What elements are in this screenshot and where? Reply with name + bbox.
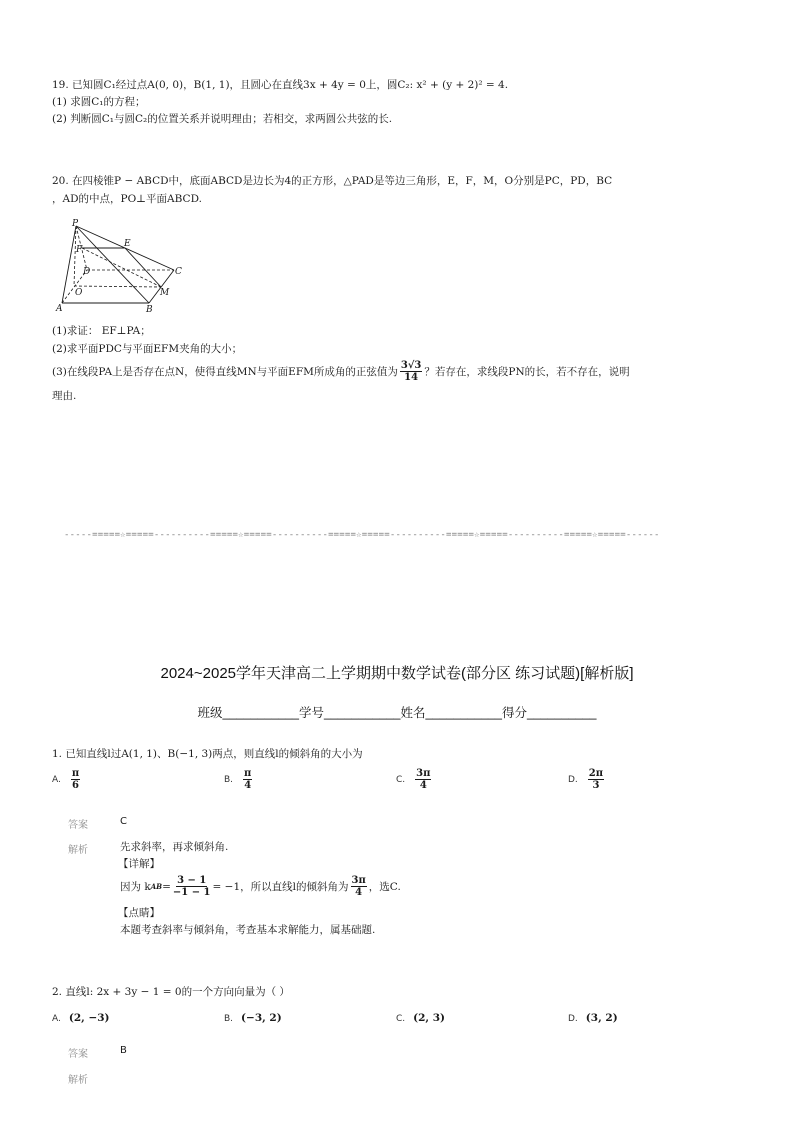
sine-value-denominator: 14: [404, 372, 419, 383]
q1-comment-label: 【点睛】: [118, 907, 160, 919]
q2-option-a: [52, 1012, 110, 1024]
q1-option-a-fraction: [71, 768, 80, 791]
q1-option-b-fraction: [243, 768, 252, 791]
q1-calc-line: [120, 875, 401, 898]
student-info-line: 班级___________学号___________姓名___________得分__________: [197, 706, 597, 720]
q2-option-c-letter: C.: [396, 1014, 406, 1024]
angle-numerator: 3π: [351, 875, 366, 886]
q1-option-b-num: π: [244, 768, 252, 779]
label-M: M: [160, 288, 170, 298]
q1-option-c-letter: C.: [396, 774, 406, 785]
q1-option-a-den: 6: [72, 780, 79, 791]
q1-option-a-letter: A.: [52, 774, 61, 785]
q2-option-d-value: (3, 2): [585, 1012, 618, 1024]
q1-option-b-den: 4: [244, 780, 252, 791]
q2-analysis-label: 解析: [68, 1075, 88, 1086]
q20-part3-line2: 理由.: [52, 390, 77, 402]
q1-comment-text: 本题考查斜率与倾斜角，考查基本求解能力，属基础题.: [120, 924, 376, 936]
q2-answer-label: 答案: [68, 1049, 88, 1060]
q1-option-b-letter: B.: [224, 774, 234, 785]
q1-option-d-den: 3: [592, 780, 600, 791]
q20-part3-line1: [52, 360, 630, 383]
q1-calc-eq: =: [162, 880, 171, 893]
q19-part1: (1) 求圆C₁的方程；: [52, 96, 146, 108]
q2-option-b: [224, 1012, 282, 1024]
label-C: C: [175, 267, 182, 277]
q1-analysis-text: 先求斜率，再求倾斜角.: [120, 841, 229, 853]
q1-answer: C: [120, 816, 127, 827]
sine-value-numerator: 3√3: [400, 360, 422, 371]
sine-value-fraction: [400, 360, 423, 383]
q2-option-c: [396, 1012, 445, 1024]
label-F: F: [76, 245, 83, 255]
label-E: E: [124, 239, 131, 249]
q1-option-c: [396, 768, 433, 791]
q1-answer-label: 答案: [68, 820, 88, 831]
q1-calc-a: 因为 k: [120, 880, 151, 893]
q1-option-d-num: 2π: [588, 768, 604, 779]
q20-stem-line2: ，AD的中点，PO⊥平面ABCD.: [52, 193, 202, 205]
page-title: 2024~2025学年天津高二上学期期中数学试卷(部分区 练习试题)[解析版]: [160, 665, 634, 682]
slope-numerator: 3 − 1: [177, 875, 207, 886]
q1-option-a: [52, 768, 82, 791]
q2-option-d-letter: D.: [568, 1014, 578, 1024]
q1-detail-label: 【详解】: [118, 858, 160, 870]
q2-option-a-value: (2, −3): [68, 1012, 110, 1024]
q1-analysis-label: 解析: [68, 845, 88, 856]
q20-part2: (2)求平面PDC与平面EFM夹角的大小；: [52, 343, 243, 355]
q1-option-d-letter: D.: [568, 774, 578, 785]
angle-fraction: [351, 875, 367, 898]
q1-stem: 1. 已知直线l过A(1, 1)、B(−1, 3)两点，则直线l的倾斜角的大小为: [52, 748, 363, 760]
q1-option-b: [224, 768, 254, 791]
q1-calc-subscript: AB: [150, 881, 163, 891]
q2-option-b-letter: B.: [224, 1014, 234, 1024]
q1-option-c-fraction: [415, 768, 431, 791]
edge-PB: [76, 226, 149, 303]
q19-part2: (2) 判断圆C₁与圆C₂的位置关系并说明理由；若相交，求两圆公共弦的长.: [52, 113, 393, 125]
q1-option-c-den: 4: [419, 780, 427, 791]
q20-part1: (1)求证： EF⊥PA；: [52, 325, 151, 337]
edge-FM: [82, 248, 161, 287]
label-B: B: [146, 305, 153, 315]
q19-stem: 19. 已知圆C₁经过点A(0, 0)，B(1, 1)，且圆心在直线3x + 4y = 0上，圆C₂: x² + (y + 2)² = 4.: [52, 79, 509, 91]
label-O: O: [75, 288, 83, 298]
q20-part3-text-a: (3)在线段PA上是否存在点N，使得直线MN与平面EFM所成角的正弦值为: [52, 365, 398, 378]
pyramid-figure: [52, 216, 192, 316]
edge-OM: [74, 286, 161, 287]
angle-denominator: 4: [355, 887, 363, 898]
label-P: P: [72, 219, 79, 229]
q20-part3-text-b: ？若存在，求线段PN的长，若不存在，说明: [424, 365, 630, 378]
q20-stem-line1: 20. 在四棱锥P − ABCD中，底面ABCD是边长为4的正方形，△PAD是等边三角形，E，F，M，O分别是PC，PD，BC: [52, 175, 613, 187]
label-D: D: [83, 267, 91, 277]
edge-BC: [149, 270, 174, 303]
q2-answer: B: [120, 1045, 127, 1056]
q2-option-b-value: (−3, 2): [241, 1012, 282, 1024]
slope-denominator: −1 − 1: [172, 887, 211, 898]
q1-calc-b: = −1，所以直线l的倾斜角为: [212, 880, 349, 893]
q2-option-c-value: (2, 3): [413, 1012, 446, 1024]
q2-option-d: [568, 1012, 618, 1024]
q1-calc-c: ，选C.: [368, 880, 401, 893]
slope-fraction: [173, 875, 211, 898]
q1-option-d: [568, 768, 606, 791]
edge-EM: [125, 248, 161, 287]
section-divider: -----=====☆=====----------=====☆=====----------=====☆=====----------=====☆=====----------=====☆=====------: [64, 530, 660, 540]
label-A: A: [56, 304, 63, 314]
q1-option-c-num: 3π: [416, 768, 431, 779]
edge-PA: [62, 226, 76, 303]
q2-option-a-letter: A.: [52, 1014, 61, 1024]
q2-stem: 2. 直线l: 2x + 3y − 1 = 0的一个方向向量为（ ）: [52, 986, 290, 998]
q1-option-a-num: π: [71, 768, 80, 779]
q1-option-d-fraction: [588, 768, 604, 791]
